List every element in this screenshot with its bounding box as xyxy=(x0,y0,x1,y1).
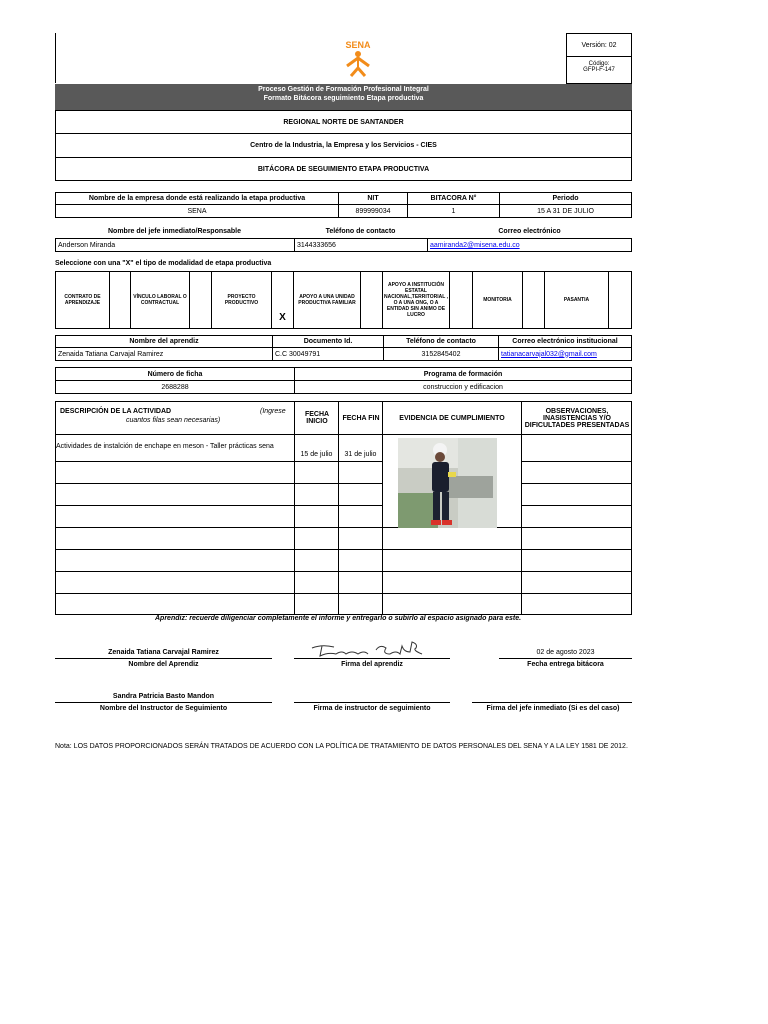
ficha-value: 2688288 xyxy=(55,380,295,394)
instructor-name-label: Nombre del Instructor de Seguimiento xyxy=(99,704,228,712)
desc-header xyxy=(56,402,294,434)
reminder-text: Aprendiz: recuerde diligenciar completamente el informe y entregarlo o subirlo al espacio asignado para este. xyxy=(155,615,522,622)
start-date-header: FECHA INICIO xyxy=(304,411,330,425)
nit-value: 899999034 xyxy=(338,204,408,218)
period-label: Periodo xyxy=(499,192,632,205)
ficha-label: Número de ficha xyxy=(55,367,295,381)
modality-label: Seleccione con una "X" el tipo de modalidad de etapa productiva xyxy=(55,260,272,267)
code-label: Código: xyxy=(588,61,610,67)
modality-option-5: APOYO A INSTITUCIÓN ESTATAL NACIONAL,TERRITORIAL , O A UNA ONG, O A ENTIDAD SIN ANIMO DE LUCRO xyxy=(384,282,448,318)
evidence-photo xyxy=(398,438,497,528)
apprentice-email xyxy=(498,347,632,361)
code-box xyxy=(566,56,632,84)
logo-text: SENA xyxy=(345,40,371,50)
boss-signature-label: Firma del jefe inmediato (Si es del caso) xyxy=(486,704,620,712)
boss-email xyxy=(427,238,632,252)
bitacora-value: 1 xyxy=(407,204,500,218)
boss-email-link[interactable]: aamiranda2@misena.edu.co xyxy=(430,241,520,249)
bitacora-label: BITACORA N° xyxy=(407,192,500,205)
boss-email-label: Correo electrónico xyxy=(498,227,561,235)
instructor-name: Sandra Patricia Basto Mandon xyxy=(112,692,215,700)
desc-note-b: cuantos filas sean necesarias) xyxy=(126,417,221,424)
modality-option-6: MONITORIA xyxy=(483,297,512,303)
center-row: Centro de la Industria, la Empresa y los Servicios - CIES xyxy=(55,133,632,158)
apprentice-phone-label: Teléfono de contacto xyxy=(383,335,499,348)
apprentice-name-label-sig: Nombre del Aprendiz xyxy=(128,660,199,668)
version-text: Versión: 02 xyxy=(581,41,617,49)
document-title: BITÁCORA DE SEGUIMIENTO ETAPA PRODUCTIVA xyxy=(55,157,632,181)
handwritten-signature xyxy=(310,640,430,658)
modality-option-4: APOYO A UNA UNIDAD PRODUCTIVA FAMILIAR xyxy=(298,294,356,306)
apprentice-doc: C.C 30049791 xyxy=(272,347,384,361)
process-line1: Proceso Gestión de Formación Profesional Integral xyxy=(258,86,429,93)
period-value: 15 A 31 DE JULIO xyxy=(499,204,632,218)
header-left-border xyxy=(55,33,56,83)
apprentice-signature-label: Firma del aprendiz xyxy=(341,660,403,668)
modality-option-3: PROYECTO PRODUCTIVO xyxy=(224,294,259,306)
company-name-label: Nombre de la empresa donde está realizando la etapa productiva xyxy=(55,192,339,205)
desc-note-a: (Ingrese xyxy=(260,408,286,415)
end-date-header: FECHA FIN xyxy=(342,414,380,422)
modality-checkbox-3[interactable]: X xyxy=(279,311,286,323)
delivery-date: 02 de agosto 2023 xyxy=(536,648,595,656)
apprentice-signature-name: Zenaida Tatiana Carvajal Ramirez xyxy=(108,648,219,656)
instructor-signature-label: Firma de instructor de seguimiento xyxy=(313,704,431,712)
activity-row1-start: 15 de julio xyxy=(300,450,333,458)
modality-option-1: CONTRATO DE APRENDIZAJE xyxy=(64,294,101,306)
process-line2: Formato Bitácora seguimiento Etapa productiva xyxy=(263,95,424,102)
observations-header: OBSERVACIONES, INASISTENCIAS Y/O DIFICULTADES PRESENTADAS xyxy=(524,407,630,429)
modality-option-7: PASANTIA xyxy=(563,297,590,303)
activity-row1-end: 31 de julio xyxy=(344,450,377,458)
apprentice-name: Zenaida Tatiana Carvajal Ramirez xyxy=(55,347,273,361)
sena-logo xyxy=(337,38,379,80)
process-band xyxy=(55,84,632,110)
boss-name: Anderson Miranda xyxy=(55,238,295,252)
evidence-header: EVIDENCIA DE CUMPLIMIENTO xyxy=(399,414,505,422)
program-value: construccion y edificacion xyxy=(294,380,632,394)
boss-name-label: Nombre del jefe inmediato/Responsable xyxy=(107,227,242,235)
delivery-date-label: Fecha entrega bitácora xyxy=(527,660,604,668)
nit-label: NIT xyxy=(338,192,408,205)
apprentice-doc-label: Documento Id. xyxy=(272,335,384,348)
code-value: GFPI-F-147 xyxy=(583,67,615,73)
modality-option-2: VÍNCULO LABORAL O CONTRACTUAL xyxy=(133,294,187,306)
version-box xyxy=(566,33,632,57)
company-name: SENA xyxy=(55,204,339,218)
sena-logo-icon xyxy=(337,38,379,80)
apprentice-email-link[interactable]: tatianacarvajal032@gmail.com xyxy=(501,350,597,358)
privacy-note: Nota: LOS DATOS PROPORCIONADOS SERÁN TRATADOS DE ACUERDO CON LA POLÍTICA DE TRATAMIENTO DE DATOS PERSONALES DEL SENA Y A LA LEY 1581 DE 2012. xyxy=(55,743,628,750)
program-label: Programa de formación xyxy=(294,367,632,381)
boss-phone: 3144333656 xyxy=(294,238,428,252)
apprentice-phone: 3152845402 xyxy=(383,347,499,361)
regional-row: REGIONAL NORTE DE SANTANDER xyxy=(55,110,632,134)
desc-label: DESCRIPCIÓN DE LA ACTIVIDAD xyxy=(60,408,172,415)
apprentice-email-label: Correo electrónico institucional xyxy=(498,335,632,348)
boss-phone-label: Teléfono de contacto xyxy=(325,227,396,235)
activity-row1-desc: Actividades de instalción de enchape en meson - Taller prácticas sena xyxy=(56,443,274,450)
apprentice-name-label: Nombre del aprendiz xyxy=(55,335,273,348)
